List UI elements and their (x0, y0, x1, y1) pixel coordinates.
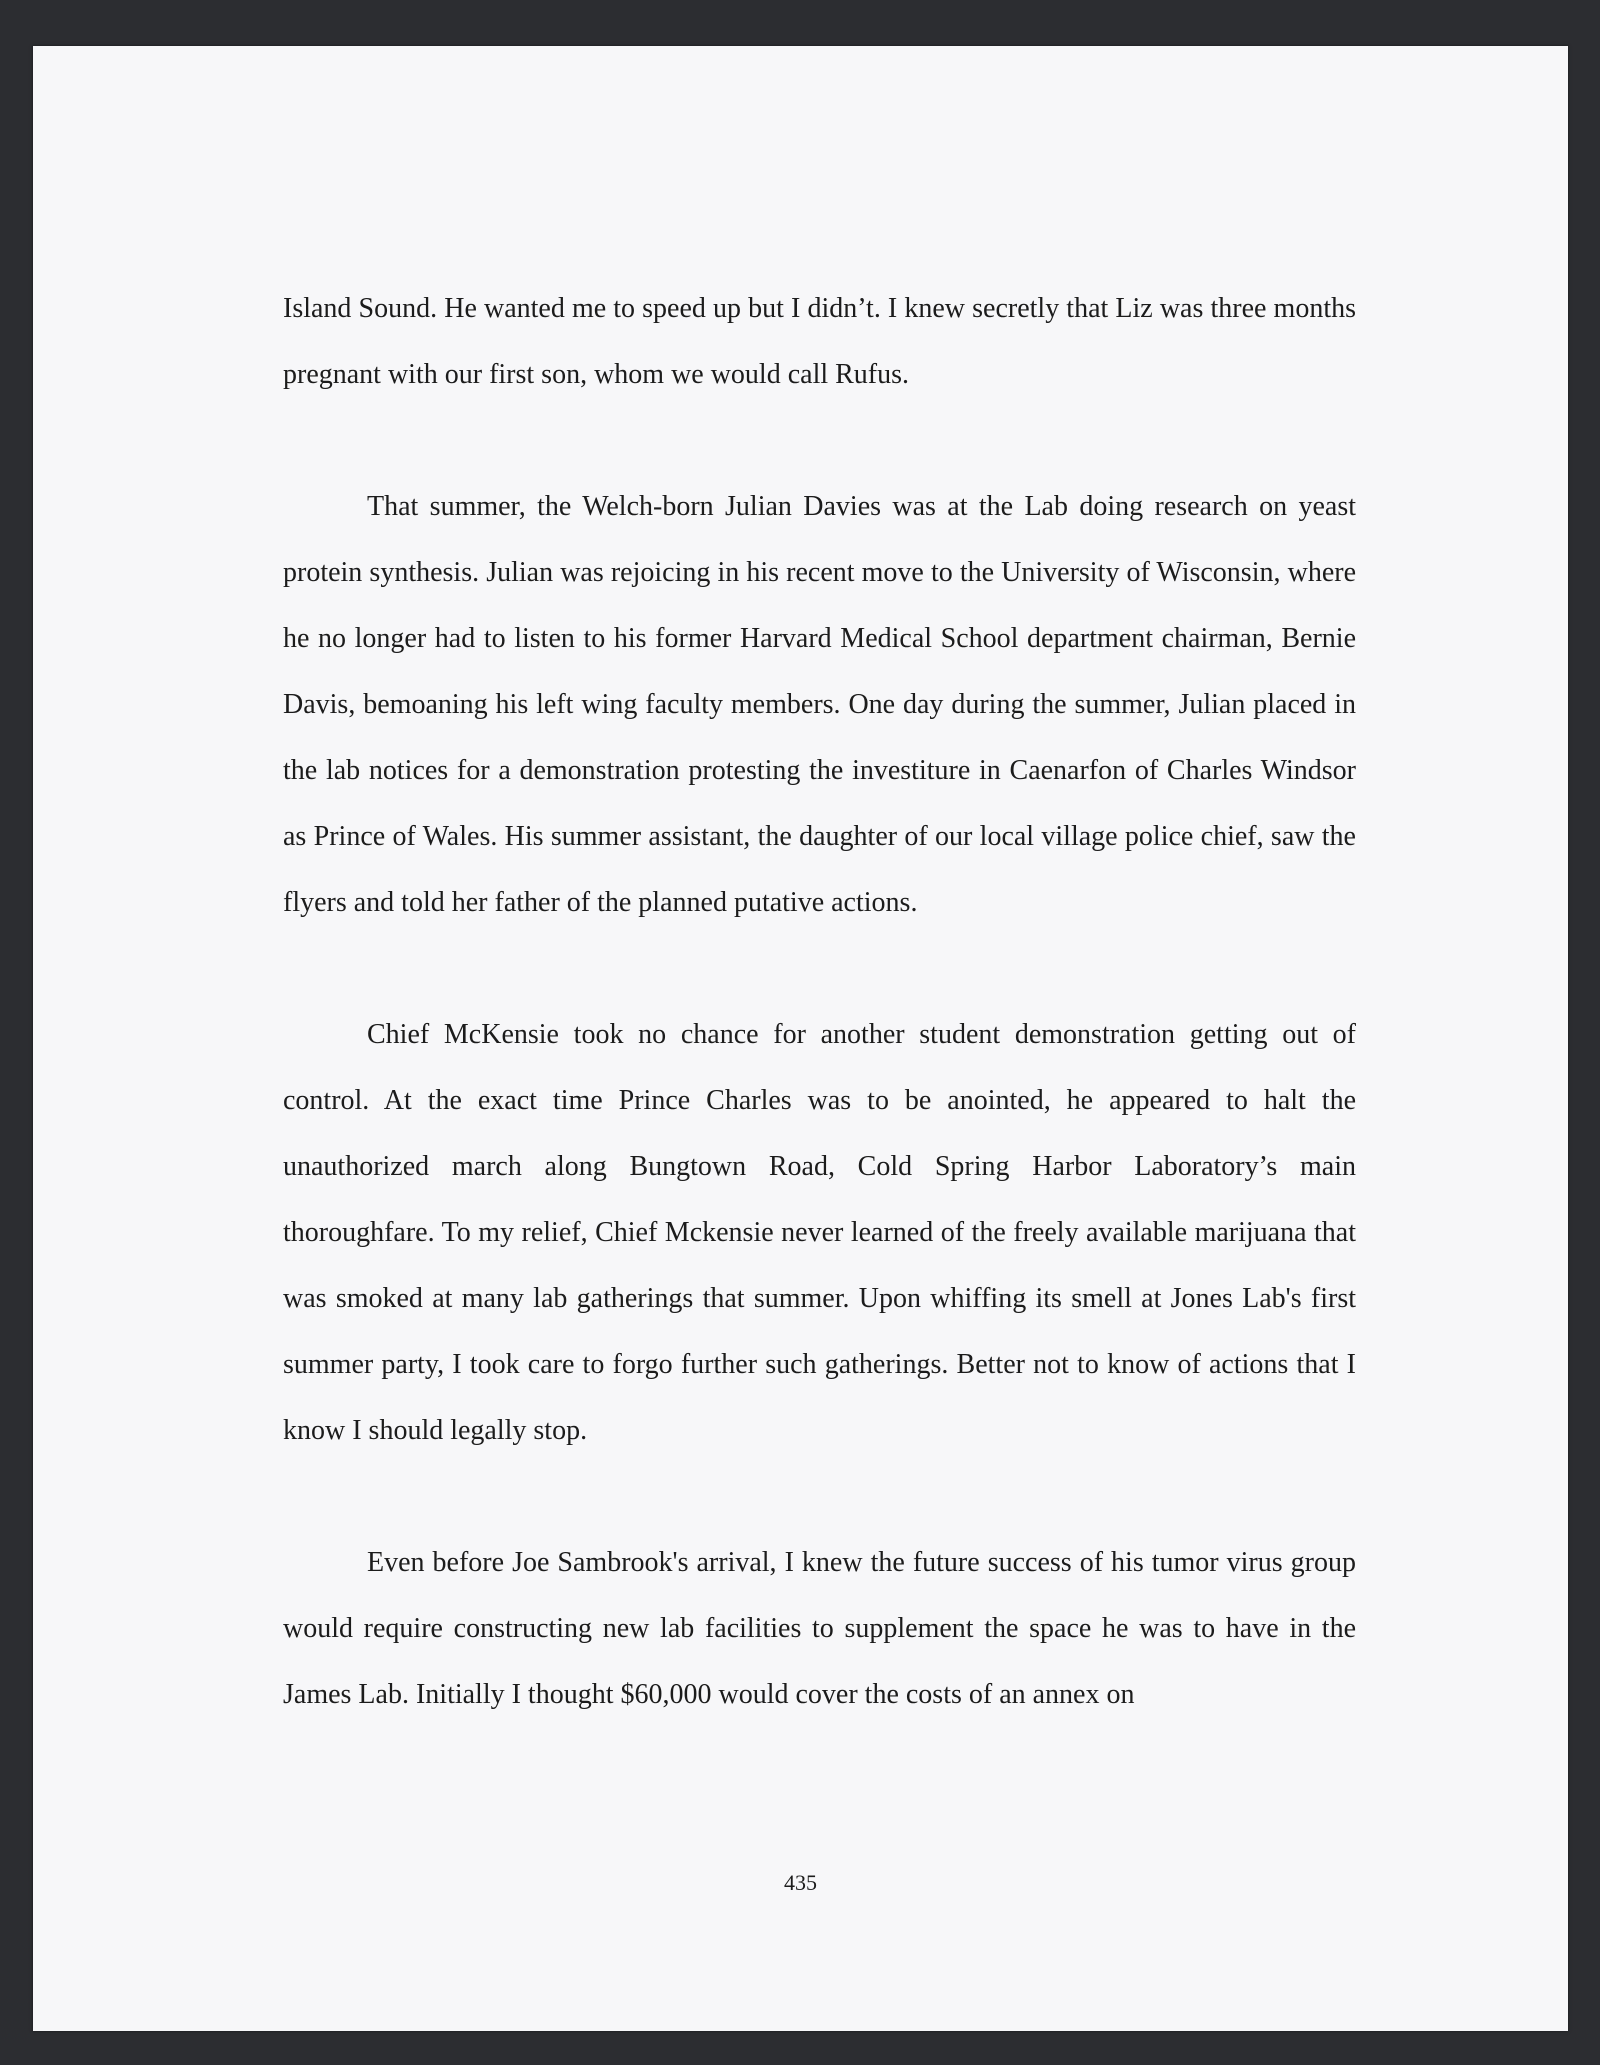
body-text (283, 276, 1356, 1728)
paragraph-julian-davies: That summer, the Welch-born Julian Davies was at the Lab doing research on yeast protein synthesis. Julian was rejoicing in his recent move to the University of Wisconsin, where he no longer had to listen to his former Harvard Medical School department chairman, Bernie Davis, bemoaning his left wing faculty members. One day during the summer, Julian placed in the lab notices for a demonstration protesting the investiture in Caenarfon of Charles Windsor as Prince of Wales. His summer assistant, the daughter of our local village police chief, saw the flyers and told her father of the planned putative actions. (283, 491, 1356, 918)
paragraph-chief-mckensie: Chief McKensie took no chance for another student demonstration getting out of control. At the exact time Prince Charles was to be anointed, he appeared to halt the unauthorized march along Bungtown Road, Cold Spring Harbor Laboratory’s main thoroughfare. To my relief, Chief Mckensie never learned of the freely available marijuana that was smoked at many lab gatherings that summer. Upon whiffing its smell at Jones Lab's first summer party, I took care to forgo further such gatherings. Better not to know of actions that I know I should legally stop. (283, 1019, 1356, 1446)
paragraph-joe-sambrook: Even before Joe Sambrook's arrival, I knew the future success of his tumor virus group would require constructing new lab facilities to supplement the space he was to have in the James Lab. Initially I thought $60,000 would cover the costs of an annex on (283, 1547, 1356, 1710)
document-page (33, 46, 1568, 2031)
page-number: 435 (784, 1870, 817, 1895)
paragraph-continuation: Island Sound. He wanted me to speed up but I didn’t. I knew secretly that Liz was three months pregnant with our first son, whom we would call Rufus. (283, 293, 1356, 390)
